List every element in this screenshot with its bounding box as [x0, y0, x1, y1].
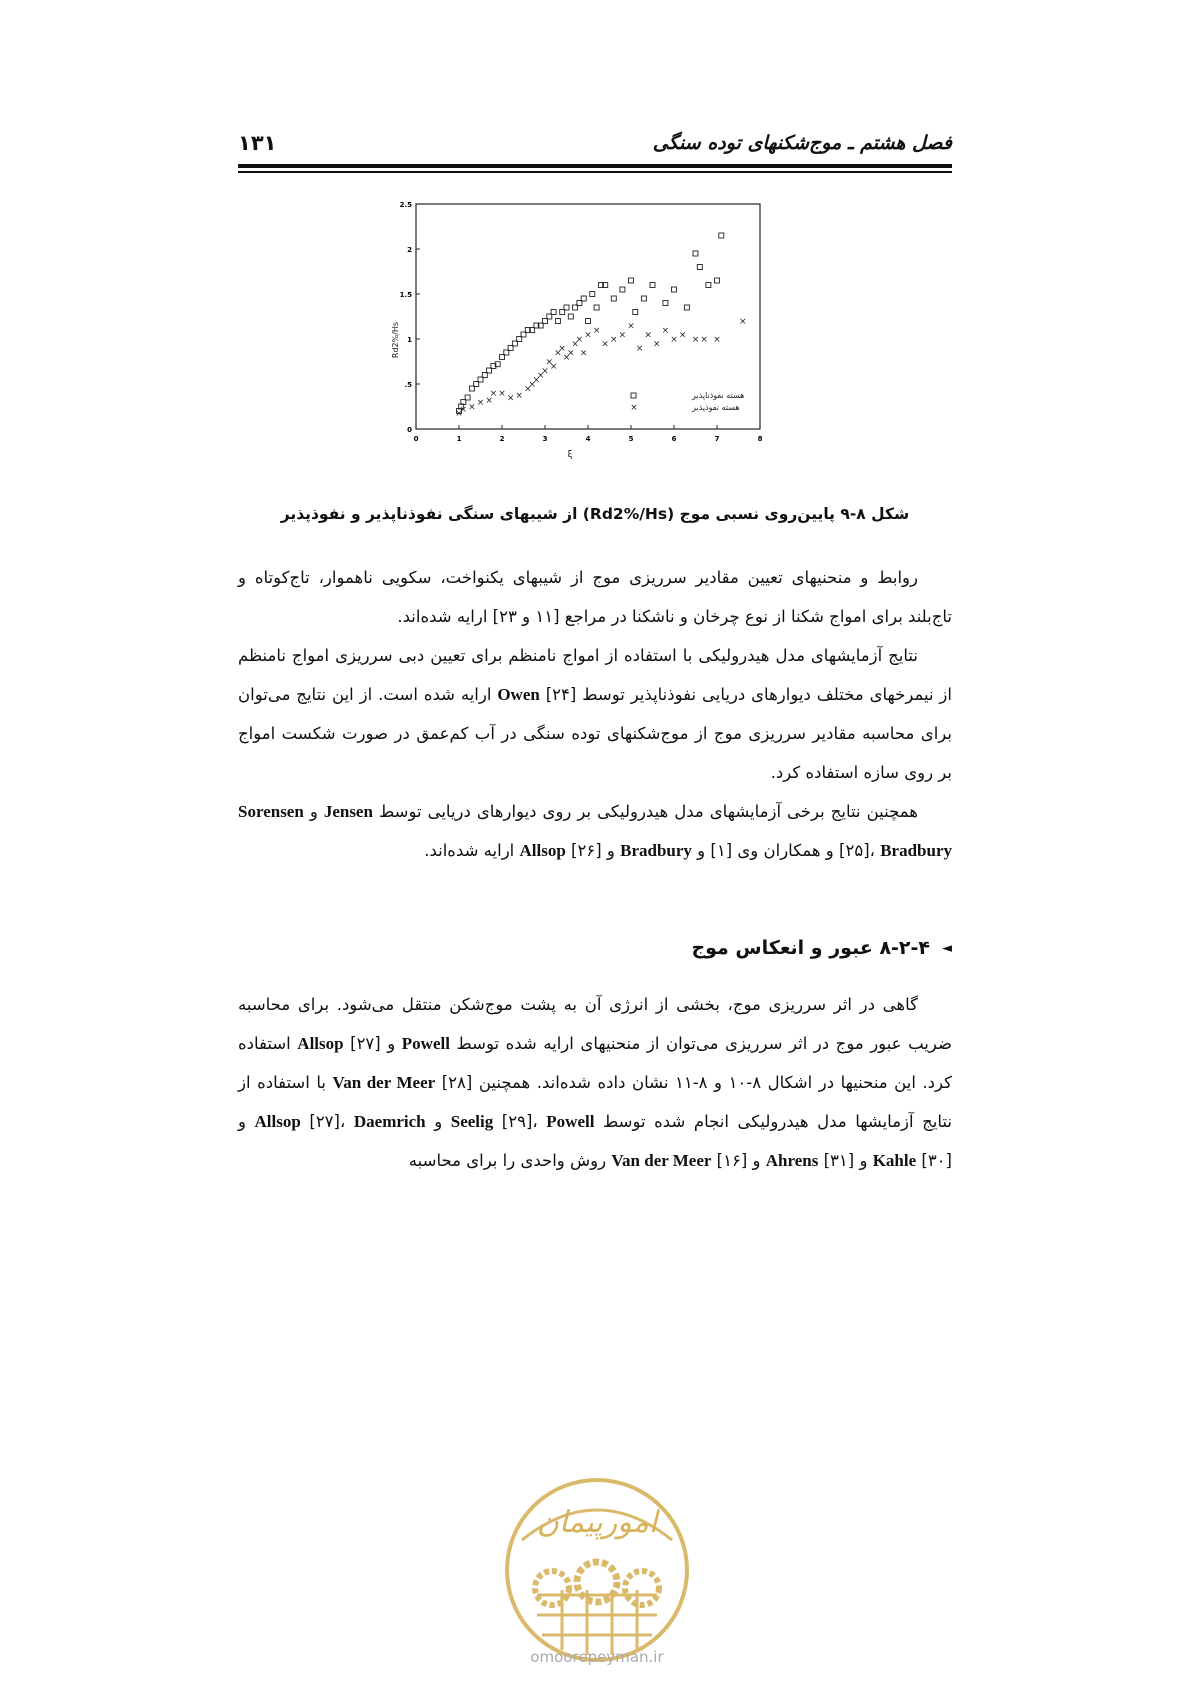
- point-permeable: ×: [476, 398, 485, 408]
- figure-caption: شکل ۸-۹ پایین‌روی نسبی موج (Rd2%/Hs) از شیبهای سنگی نفوذناپذیر و نفوذپذیر: [280, 505, 910, 523]
- text-run: همچنین نتایج برخی آزمایشهای مدل هیدرولیکی بر روی دیوارهای دریایی توسط: [372, 802, 918, 821]
- point-permeable: ×: [536, 371, 545, 381]
- point-permeable: ×: [670, 335, 678, 345]
- legend: [630, 391, 744, 413]
- point-permeable: ×: [528, 380, 536, 390]
- paragraph: [238, 985, 952, 1180]
- point-permeable: ×: [653, 339, 661, 350]
- text-run: [۲۸] با استفاده از نتایج آزمایشها مدل هیدرولیکی انجام شده توسط: [238, 1073, 952, 1131]
- point-impermeable: [663, 301, 668, 306]
- point-impermeable: [586, 319, 591, 324]
- point-permeable: ×: [644, 330, 652, 341]
- legend-series-2: هسته نفوذپذیر: [692, 403, 740, 412]
- section-marker-icon: ◄: [942, 940, 952, 956]
- author-name: Allsop: [297, 1034, 344, 1053]
- point-permeable: ×: [584, 330, 592, 341]
- point-permeable: ×: [610, 335, 618, 345]
- y-tick-label: 1: [407, 336, 412, 344]
- x-tick-label: 0: [413, 435, 419, 443]
- point-permeable: ×: [515, 390, 523, 401]
- author-name: Powell: [401, 1034, 450, 1053]
- point-permeable: ×: [541, 366, 549, 377]
- text-run: نتایج آزمایشهای مدل هیدرولیکی با استفاده از امواج نامنظم برای تعیین دبی سرریزی امواج نامنظم از نیمرخهای مختلف دیوارهای دریایی نفوذناپذیر توسط: [238, 646, 952, 704]
- point-permeable: ×: [532, 375, 541, 386]
- author-name: Van der Meer: [611, 1151, 712, 1170]
- author-name: Allsop: [519, 841, 566, 860]
- author-name: Bradbury: [620, 841, 692, 860]
- point-impermeable: [555, 319, 560, 324]
- x-tick-label: 6: [671, 435, 677, 443]
- point-impermeable: [672, 287, 677, 292]
- text-run: و: [601, 841, 621, 860]
- x-tick-label: 1: [456, 435, 462, 443]
- point-impermeable: [620, 287, 625, 292]
- point-permeable: ×: [489, 389, 498, 399]
- point-permeable: ×: [627, 321, 635, 332]
- point-impermeable: [684, 305, 689, 310]
- x-tick-label: 4: [585, 435, 591, 443]
- text-run: [۲۵]،: [839, 841, 881, 860]
- point-permeable: ×: [459, 405, 468, 416]
- point-permeable: ×: [554, 348, 562, 359]
- text-run: و همکاران وی [۱] و: [691, 841, 840, 860]
- author-name: Powell: [546, 1112, 595, 1131]
- watermark-site: omoorepeyman.ir: [530, 1648, 664, 1666]
- chapter-title: فصل هشتم ـ موج‌شکنهای توده سنگی: [652, 132, 952, 154]
- y-tick-label: 1.5: [399, 291, 412, 299]
- y-tick-label: 2.5: [399, 201, 412, 209]
- x-axis-label: ξ: [567, 450, 573, 460]
- point-impermeable: [650, 283, 655, 288]
- text-run: [۱۶] روش واحدی را برای محاسبه: [408, 1151, 748, 1170]
- point-impermeable: [719, 233, 724, 238]
- point-permeable: ×: [558, 344, 566, 354]
- y-tick-label: 2: [407, 246, 412, 254]
- text-run: و: [425, 1112, 451, 1131]
- y-axis-label: Rd2%/Hs: [391, 321, 400, 359]
- author-name: Jensen: [323, 802, 373, 821]
- header-rule-thin: [238, 171, 952, 173]
- x-tick-label: 2: [499, 435, 505, 443]
- point-impermeable: [641, 296, 646, 301]
- paragraph: [238, 558, 952, 636]
- point-impermeable: [568, 314, 573, 319]
- author-name: Van der Meer: [332, 1073, 436, 1092]
- point-impermeable: [594, 305, 599, 310]
- legend-square-marker: [631, 393, 636, 398]
- watermark-logo-text: امورپیمان: [536, 1505, 658, 1540]
- point-permeable: ×: [571, 339, 579, 350]
- text-run: [۳۰] و: [854, 1151, 952, 1170]
- author-name: Owen: [497, 685, 540, 704]
- y-tick-label: 0: [407, 426, 412, 434]
- text-run: و: [380, 1034, 402, 1053]
- text-run: [۲۴] ارایه شده است. از این نتایج می‌توان برای محاسبه مقادیر سرریزی موج از موج‌شکنهای توده سنگی در آب کم‌عمق در صورت شکست امواج بر روی سازه استفاده کرد.: [238, 685, 952, 782]
- text-run: و: [238, 1112, 255, 1131]
- paragraph: [238, 792, 952, 870]
- text-run: [۳۱] و: [747, 1151, 855, 1170]
- point-permeable: ×: [592, 326, 601, 336]
- point-permeable: ×: [691, 335, 700, 345]
- scatter-chart: [390, 201, 830, 502]
- point-impermeable: [633, 310, 638, 315]
- legend-x-marker: ×: [630, 403, 638, 413]
- x-tick-label: 5: [628, 435, 634, 443]
- point-permeable: ×: [713, 335, 721, 345]
- text-run: روابط و منحنیهای تعیین مقادیر سرریزی موج از شیبهای یکنواخت، سکویی ناهموار، تاج‌کوتاه و تاج‌بلند برای امواج شکنا از نوع چرخان و ناشکنا در مراجع [۱۱ و ۲۳] ارایه شده‌اند.: [238, 568, 952, 626]
- point-impermeable: [590, 292, 595, 297]
- text-run: و: [303, 802, 324, 821]
- point-permeable: ×: [700, 335, 708, 345]
- point-permeable: ×: [678, 330, 687, 341]
- x-tick-label: 3: [542, 435, 548, 443]
- author-name: Ahrens: [765, 1151, 819, 1170]
- x-tick-label: 8: [757, 435, 763, 443]
- point-permeable: ×: [567, 348, 575, 359]
- text-run: [۲۷]،: [300, 1112, 354, 1131]
- author-name: Allsop: [254, 1112, 301, 1131]
- section-title: ۸-۲-۴ عبور و انعکاس موج: [691, 937, 930, 959]
- section-heading: [238, 930, 952, 966]
- point-permeable: ×: [468, 402, 476, 413]
- text-run: [۲۶] ارایه شده‌اند.: [424, 841, 602, 860]
- author-name: Sorensen: [238, 802, 304, 821]
- legend-series-1: هسته نفوذناپذیر: [692, 391, 745, 400]
- point-impermeable: [693, 251, 698, 256]
- point-permeable: ×: [579, 348, 588, 359]
- author-name: Daemrich: [353, 1112, 426, 1131]
- text-run: [۲۷] استفاده کرد. این منحنیها در اشکال ۸-۱۰ و ۸-۱۱ نشان داده شده‌اند. همچنین: [238, 1034, 952, 1092]
- text-run: [۲۹]،: [493, 1112, 547, 1131]
- point-permeable: ×: [601, 339, 609, 350]
- section-body-text: [238, 985, 952, 1180]
- point-permeable: ×: [498, 389, 506, 399]
- point-impermeable: [715, 278, 720, 283]
- point-permeable: ×: [618, 330, 627, 341]
- point-impermeable: [706, 283, 711, 288]
- point-permeable: ×: [575, 335, 584, 345]
- point-permeable: ×: [635, 344, 644, 354]
- text-run: گاهی در اثر سرریزی موج، بخشی از انرژی آن به پشت موج‌شکن منتقل می‌شود. برای محاسبه ضریب عبور موج در اثر سرریزی می‌توان از منحنیهای ارایه شده توسط: [238, 995, 952, 1053]
- author-name: Kahle: [872, 1151, 917, 1170]
- point-impermeable: [629, 278, 634, 283]
- point-permeable: ×: [485, 396, 493, 407]
- point-permeable: ×: [661, 326, 670, 336]
- point-permeable: ×: [506, 393, 515, 404]
- point-permeable: ×: [562, 353, 571, 363]
- point-impermeable: [611, 296, 616, 301]
- point-permeable: ×: [524, 384, 532, 395]
- point-permeable: ×: [739, 317, 747, 327]
- point-permeable: ×: [549, 362, 558, 372]
- author-name: Seelig: [450, 1112, 494, 1131]
- page-header: [238, 128, 952, 158]
- y-tick-label: .5: [404, 381, 412, 389]
- x-tick-label: 7: [714, 435, 720, 443]
- point-permeable: ×: [545, 357, 554, 368]
- author-name: Bradbury: [880, 841, 952, 860]
- body-text: [238, 558, 952, 870]
- point-permeable: ×: [455, 408, 463, 419]
- point-impermeable: [697, 265, 702, 270]
- header-rule-thick: [238, 164, 952, 168]
- page-number: ۱۳۱: [238, 131, 277, 155]
- paragraph: [238, 636, 952, 792]
